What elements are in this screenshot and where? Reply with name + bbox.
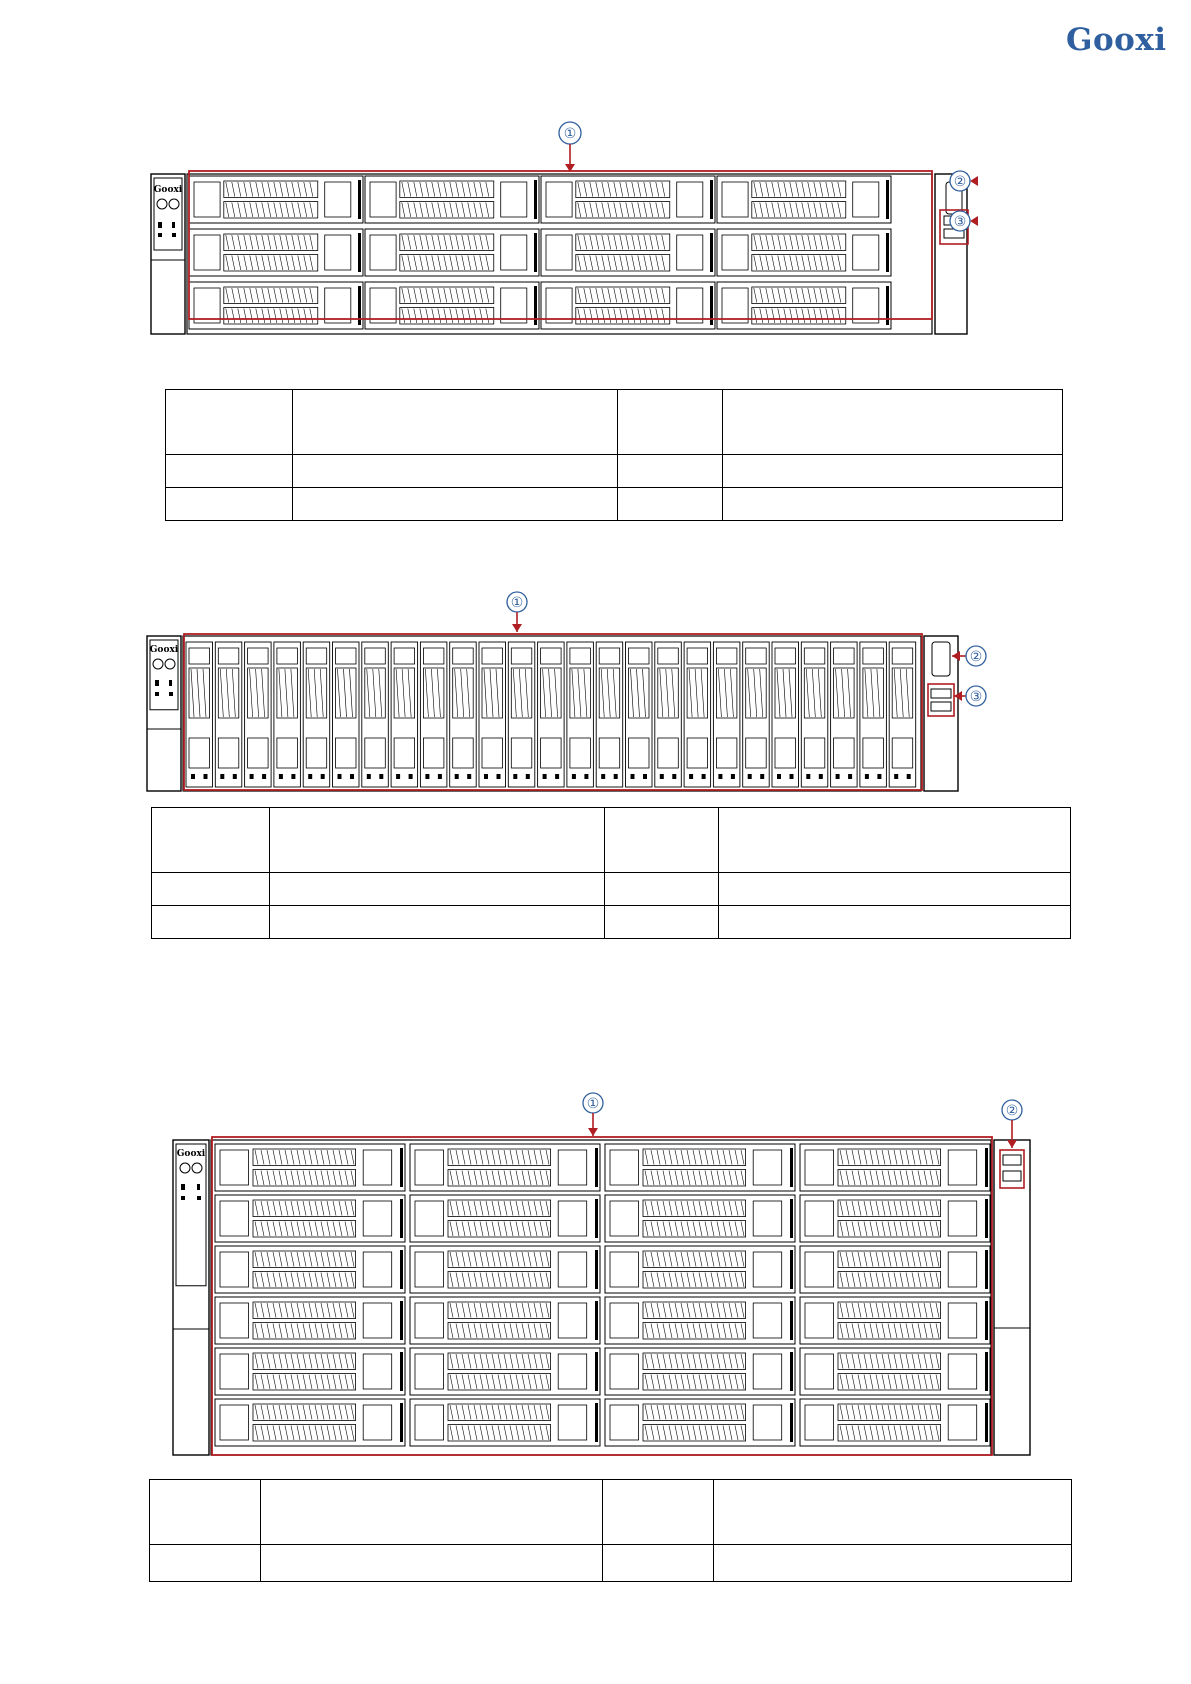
drive-bay-icon[interactable]: [215, 1348, 405, 1395]
right-ear: [935, 174, 968, 334]
drive-bay-icon[interactable]: [186, 642, 213, 787]
drive-bay-icon[interactable]: [800, 1399, 990, 1446]
drive-bay-icon[interactable]: [215, 1144, 405, 1191]
spec-table-24-bay: [149, 1479, 1072, 1582]
callout-2: [1002, 1100, 1022, 1120]
left-ear: [151, 174, 185, 334]
table-cell: [166, 488, 293, 521]
brand-logo: Gooxi: [1066, 22, 1167, 58]
front-panel-24-bay: [172, 1088, 1072, 1458]
drive-bay-icon[interactable]: [245, 642, 272, 787]
callout-2: [966, 646, 986, 666]
drive-bay-icon[interactable]: [605, 1297, 795, 1344]
table-cell: [603, 1480, 714, 1545]
drive-bay-icon[interactable]: [410, 1348, 600, 1395]
drive-bay-icon[interactable]: [743, 642, 770, 787]
drive-bay-icon[interactable]: [215, 1195, 405, 1242]
table-cell: [293, 488, 618, 521]
svg-text:②: ②: [953, 174, 967, 190]
drive-bay-icon[interactable]: [605, 1246, 795, 1293]
table-cell: [723, 488, 1063, 521]
drive-bay-icon[interactable]: [215, 1297, 405, 1344]
drive-bay-icon[interactable]: [800, 1348, 990, 1395]
table-cell: [714, 1480, 1072, 1545]
table-cell: [719, 808, 1071, 873]
drive-bay-icon[interactable]: [365, 282, 539, 329]
right-ear: [994, 1140, 1030, 1455]
table-cell: [152, 808, 270, 873]
drive-bay-icon[interactable]: [801, 642, 828, 787]
table-cell: [605, 873, 719, 906]
drive-bay-icon[interactable]: [717, 229, 891, 276]
chassis-25-bay-diagram: [146, 588, 1071, 793]
usb-port-icon[interactable]: [931, 702, 951, 711]
drive-bay-icon[interactable]: [605, 1144, 795, 1191]
table-cell: [261, 1545, 603, 1582]
drive-bay-icon[interactable]: [333, 642, 360, 787]
svg-text:①: ①: [510, 595, 524, 611]
callout-3: [966, 686, 986, 706]
table-cell: [719, 873, 1071, 906]
table-cell: [270, 808, 605, 873]
svg-text:①: ①: [563, 126, 577, 142]
table-cell: [618, 390, 723, 455]
table-cell: [714, 1545, 1072, 1582]
table-cell: [152, 906, 270, 939]
drive-bay-icon[interactable]: [215, 1399, 405, 1446]
drive-bay-icon[interactable]: [541, 229, 715, 276]
drive-bay-icon[interactable]: [605, 1399, 795, 1446]
drive-bay-icon[interactable]: [831, 642, 858, 787]
svg-text:Gooxi: Gooxi: [176, 1149, 206, 1159]
drive-bay-icon[interactable]: [800, 1144, 990, 1191]
svg-text:②: ②: [1005, 1103, 1019, 1119]
table-cell: [293, 390, 618, 455]
left-ear: [147, 636, 181, 791]
table-cell: [719, 906, 1071, 939]
drive-bay-icon[interactable]: [479, 642, 506, 787]
drive-bay-icon[interactable]: [860, 642, 887, 787]
drive-bay-icon[interactable]: [717, 282, 891, 329]
drive-bay-icon[interactable]: [800, 1297, 990, 1344]
callout-1: [507, 592, 527, 612]
callout-2: [950, 171, 970, 191]
drive-bay-icon[interactable]: [303, 642, 330, 787]
usb-port-icon[interactable]: [931, 689, 951, 698]
drive-bay-icon[interactable]: [410, 1246, 600, 1293]
drive-bay-icon[interactable]: [189, 176, 363, 223]
spec-table-12-bay: [165, 389, 1063, 521]
drive-bay-icon[interactable]: [717, 176, 891, 223]
usb-port-icon[interactable]: [1003, 1155, 1021, 1165]
right-ear: [924, 636, 958, 791]
table-cell: [150, 1545, 261, 1582]
svg-text:①: ①: [586, 1096, 600, 1112]
power-icon[interactable]: [157, 199, 167, 209]
table-cell: [723, 390, 1063, 455]
power-icon[interactable]: [153, 659, 163, 669]
drive-bay-icon[interactable]: [215, 1246, 405, 1293]
drive-bay-icon[interactable]: [365, 229, 539, 276]
table-cell: [270, 873, 605, 906]
left-ear: [173, 1140, 209, 1455]
vga-port-icon[interactable]: [932, 642, 950, 676]
drive-bay-icon[interactable]: [410, 1195, 600, 1242]
drive-bay-icon[interactable]: [596, 642, 623, 787]
drive-bay-icon[interactable]: [541, 282, 715, 329]
drive-bay-icon[interactable]: [189, 282, 363, 329]
callout-1: [559, 122, 581, 172]
drive-bay-icon[interactable]: [567, 642, 594, 787]
table-cell: [150, 1480, 261, 1545]
table-cell: [261, 1480, 603, 1545]
table-cell: [605, 906, 719, 939]
id-icon[interactable]: [169, 199, 179, 209]
drive-bay-icon[interactable]: [605, 1348, 795, 1395]
drive-bay-icon[interactable]: [420, 642, 447, 787]
svg-text:③: ③: [969, 689, 983, 705]
drive-bay-icon[interactable]: [541, 176, 715, 223]
drive-bay-icon[interactable]: [684, 642, 711, 787]
drive-bay-icon[interactable]: [605, 1195, 795, 1242]
table-cell: [603, 1545, 714, 1582]
table-cell: [293, 455, 618, 488]
drive-bay-icon[interactable]: [391, 642, 418, 787]
svg-text:Gooxi: Gooxi: [153, 185, 183, 195]
chassis-24-bay-diagram: [172, 1088, 1072, 1458]
table-cell: [723, 455, 1063, 488]
drive-bay-icon[interactable]: [800, 1195, 990, 1242]
front-panel-25-bay: [146, 588, 1071, 793]
svg-text:③: ③: [953, 214, 967, 230]
id-icon[interactable]: [165, 659, 175, 669]
drive-bay-icon[interactable]: [189, 229, 363, 276]
drive-bay-icon[interactable]: [410, 1297, 600, 1344]
front-panel-12-bay: [150, 118, 1010, 336]
table-cell: [618, 488, 723, 521]
drive-bay-icon[interactable]: [713, 642, 740, 787]
drive-bay-icon[interactable]: [450, 642, 477, 787]
spec-table-25-bay: [151, 807, 1071, 939]
table-cell: [152, 873, 270, 906]
drive-bay-icon[interactable]: [274, 642, 301, 787]
drive-bay-icon[interactable]: [772, 642, 799, 787]
table-cell: [166, 455, 293, 488]
svg-text:②: ②: [969, 649, 983, 665]
id-icon[interactable]: [192, 1163, 202, 1173]
drive-bay-icon[interactable]: [215, 642, 242, 787]
table-cell: [270, 906, 605, 939]
drive-bay-icon[interactable]: [410, 1399, 600, 1446]
drive-bay-icon[interactable]: [508, 642, 535, 787]
drive-bay-icon[interactable]: [626, 642, 653, 787]
usb-port-icon[interactable]: [1003, 1171, 1021, 1181]
power-icon[interactable]: [180, 1163, 190, 1173]
drive-bay-icon[interactable]: [365, 176, 539, 223]
drive-bay-icon[interactable]: [655, 642, 682, 787]
table-cell: [605, 808, 719, 873]
drive-bays-25: [186, 642, 916, 787]
callout-1: [583, 1093, 603, 1113]
drive-bay-icon[interactable]: [800, 1246, 990, 1293]
table-cell: [618, 455, 723, 488]
drive-bay-icon[interactable]: [362, 642, 389, 787]
drive-bay-icon[interactable]: [410, 1144, 600, 1191]
callout-3: [950, 211, 970, 231]
svg-text:Gooxi: Gooxi: [149, 645, 179, 655]
chassis-12-bay-diagram: [150, 118, 1010, 336]
drive-bay-icon[interactable]: [889, 642, 916, 787]
table-cell: [166, 390, 293, 455]
drive-bay-icon[interactable]: [538, 642, 565, 787]
